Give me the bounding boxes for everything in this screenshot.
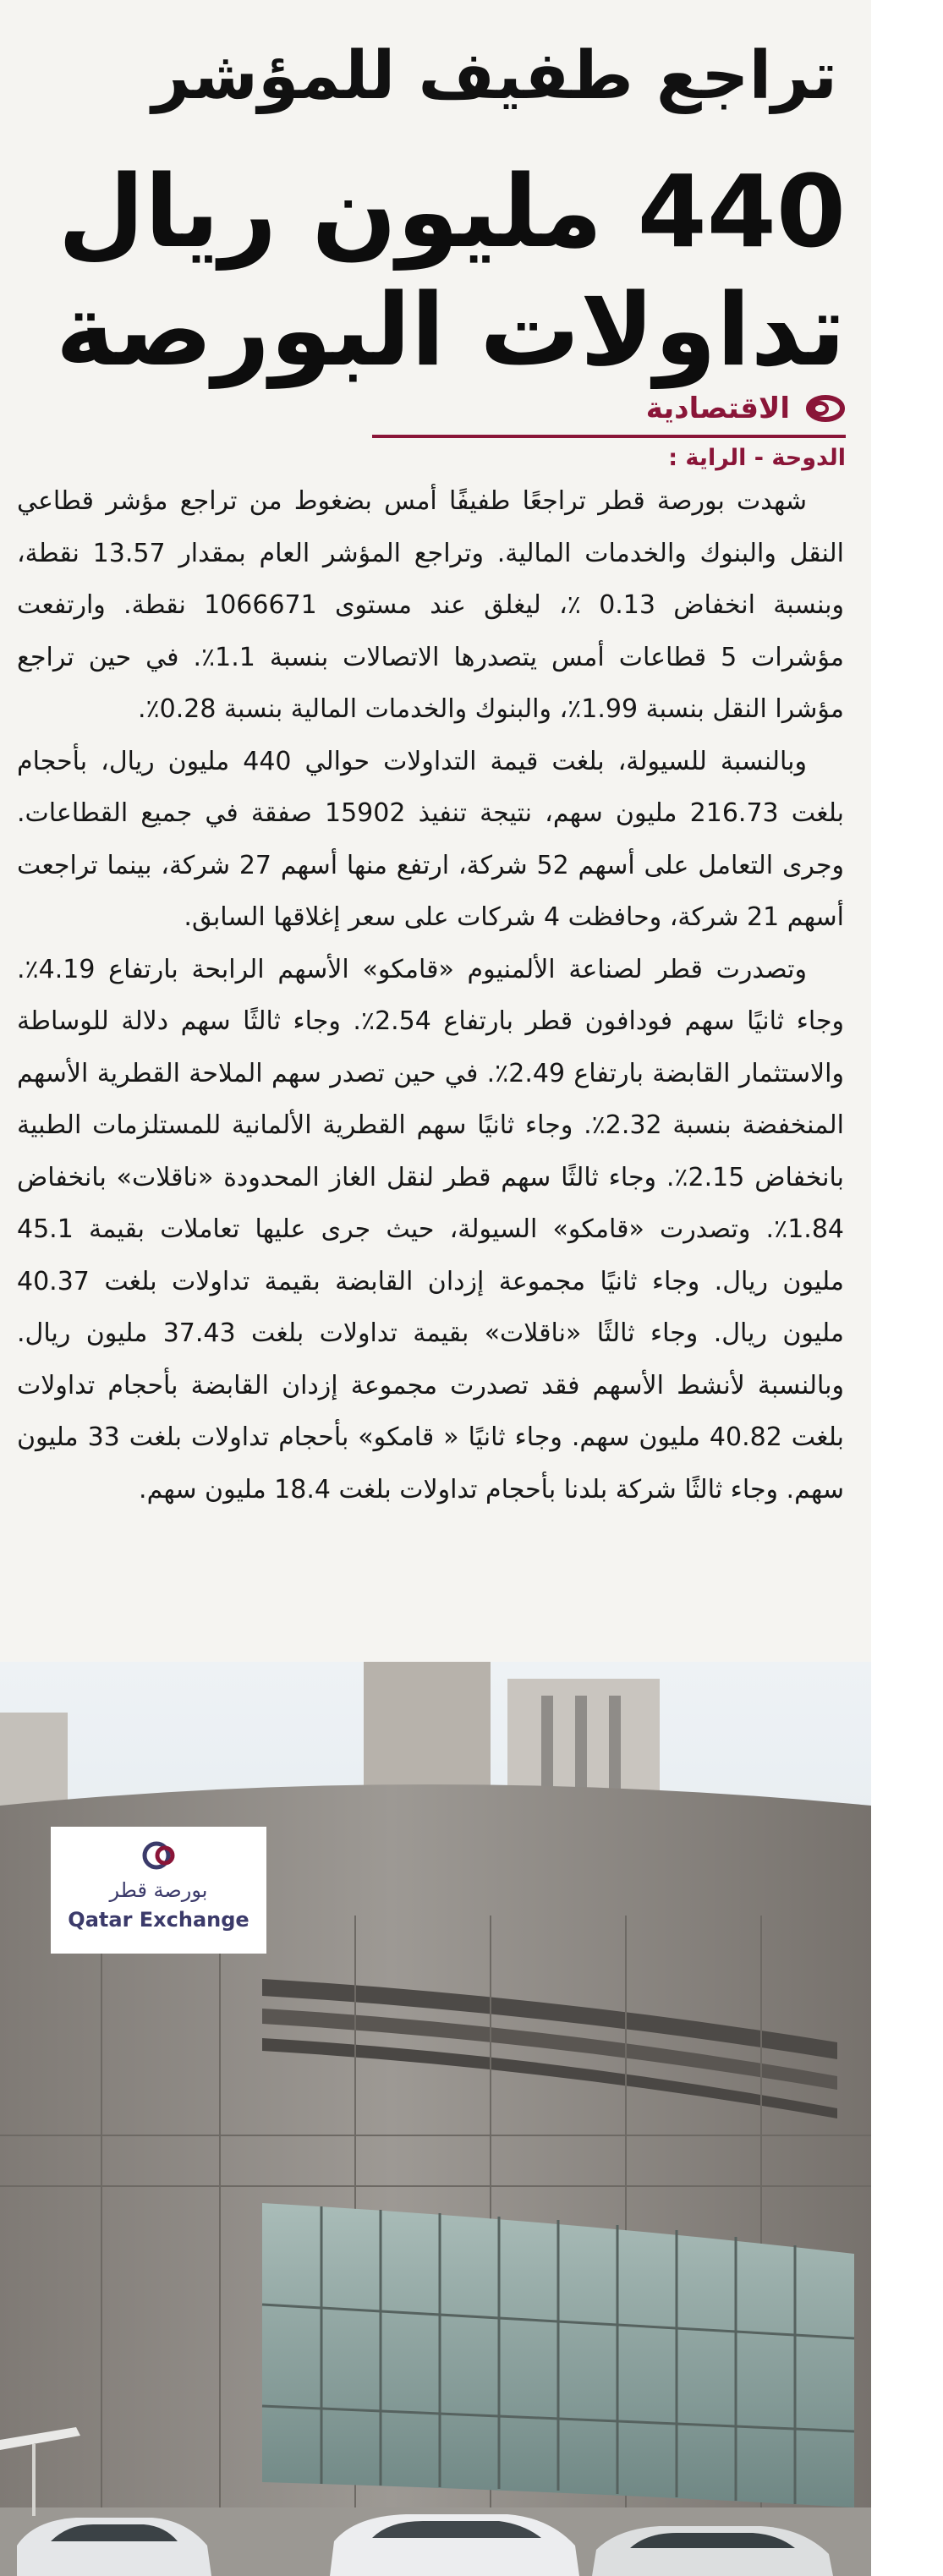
section-rule <box>372 435 846 438</box>
paragraph-2: وبالنسبة للسيولة، بلغت قيمة التداولات حوالي 440 مليون ريال، بأحجام بلغت 216.73 مليون سهم، نتيجة تنفيذ 15902 صفقة في جميع القطاعات. وجرى التعامل على أسهم 52 شركة، ارتفع منها أسهم 27 شركة، بينما تراجعت أسهم 21 شركة، وحافظت 4 شركات على سعر إغلاقها السابق. <box>17 746 845 932</box>
building-illustration <box>0 1662 871 2576</box>
section-label: الاقتصادية <box>645 392 790 425</box>
article-headline <box>17 152 846 389</box>
headline-line-1: 440 مليون ريال <box>58 153 846 270</box>
qatar-exchange-photo <box>0 1662 871 2576</box>
article-byline: الدوحة - الراية : <box>668 445 846 471</box>
sign-english-text: Qatar Exchange <box>68 1908 249 1932</box>
page-margin <box>871 0 943 2576</box>
raya-logo-icon <box>802 392 846 425</box>
article-body <box>17 475 844 1515</box>
article-kicker: تراجع طفيف للمؤشر <box>151 38 837 114</box>
headline-line-2: تداولات البورصة <box>55 271 846 388</box>
qatar-exchange-logo-icon <box>140 1839 178 1872</box>
sign-arabic-text: بورصة قطر <box>109 1878 208 1902</box>
section-tag <box>338 389 846 431</box>
paragraph-1: شهدت بورصة قطر تراجعًا طفيفًا أمس بضغوط من تراجع مؤشر قطاعي النقل والبنوك والخدمات المالية. وتراجع المؤشر العام بمقدار 13.57 نقطة، وبنسبة انخفاض 0.13 ٪، ليغلق عند مستوى 1066671 نقطة. وارتفعت مؤشرات 5 قطاعات أمس يتصدرها الاتصالات بنسبة 1.1٪. في حين تراجع مؤشرا النقل بنسبة 1.99٪، والبنوك والخدمات المالية بنسبة 0.28٪. <box>17 486 845 724</box>
paragraph-3: وتصدرت قطر لصناعة الألمنيوم «قامكو» الأسهم الرابحة بارتفاع 4.19٪. وجاء ثانيًا سهم فودافون قطر بارتفاع 2.54٪. وجاء ثالثًا سهم دلالة للوساطة والاستثمار القابضة بارتفاع 2.49٪. في حين تصدر سهم الملاحة القطرية الأسهم المنخفضة بنسبة 2.32٪. وجاء ثانيًا سهم القطرية الألمانية للمستلزمات الطبية بانخفاض 2.15٪. وجاء ثالثًا سهم قطر لنقل الغاز المحدودة «ناقلات» بانخفاض 1.84٪. وتصدرت «قامكو» السيولة، حيث جرى عليها تعاملات بقيمة 45.1 مليون ريال. وجاء ثانيًا مجموعة إزدان القابضة بقيمة تداولات بلغت 40.37 مليون ريال. وجاء ثالثًا «ناقلات» بقيمة تداولات بلغت 37.43 مليون ريال. وبالنسبة لأنشط الأسهم فقد تصدرت مجموعة إزدان القابضة بأحجام تداولات بلغت 40.82 مليون سهم. وجاء ثانيًا « قامكو» بأحجام تداولات بلغت 33 مليون سهم. وجاء ثالثًا شركة بلدنا بأحجام تداولات بلغت 18.4 مليون سهم. <box>17 954 845 1504</box>
qatar-exchange-sign <box>51 1827 266 1954</box>
